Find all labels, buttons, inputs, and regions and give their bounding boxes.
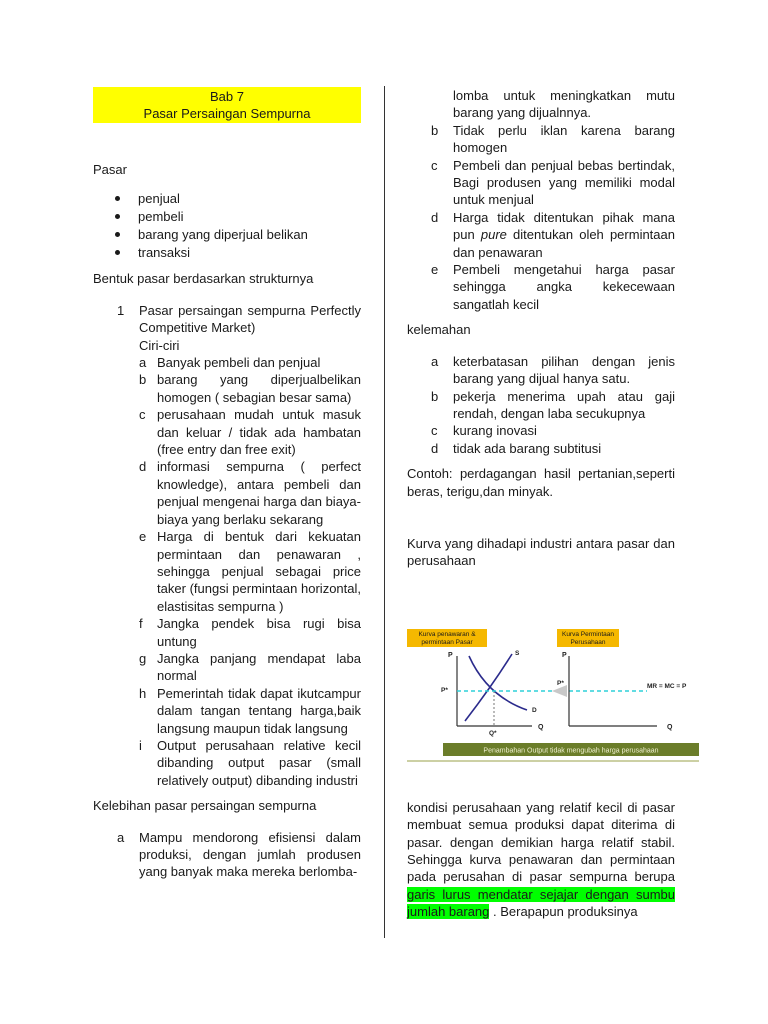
ciri-item <box>93 354 361 371</box>
ciri-label: g <box>139 650 147 666</box>
caption-text: Penambahan Output tidak mengubah harga perusahaan <box>483 747 659 755</box>
ciri-item <box>93 685 361 737</box>
kelemahan-item <box>407 388 675 423</box>
right-p-star: P* <box>557 680 564 687</box>
ciri-label: d <box>139 459 147 475</box>
text-span: ditentukan oleh permintaan dan penawaran <box>453 227 675 260</box>
kelemahan-item <box>407 422 675 439</box>
emphasis-pure: pure <box>480 227 507 243</box>
ciri-text: Harga di bentuk dari kekuatan permintaan dan penawaran , sehingga penjual sebagai price taker (fungsi permintaan horizontal, elastisitas sempurna ) <box>157 529 361 614</box>
kelebihan-text: Pembeli mengetahui harga pasar sehingga angka kekecewaan sangatlah kecil <box>453 262 675 312</box>
kelebihan-label: b <box>431 122 439 138</box>
text-span: Harga tidak ditentukan pihak mana pun <box>453 209 675 243</box>
kelemahan-label: a <box>431 353 439 369</box>
ciri-item <box>93 650 361 685</box>
supply-label: S <box>515 650 520 657</box>
kelemahan-label: d <box>431 440 439 456</box>
kurva-paragraph: Kurva yang dihadapi industri antara pasar dan perusahaan <box>407 535 675 569</box>
ciri-text: Output perusahaan relative kecil dibanding output pasar (small relatively output) dibanding industri <box>157 737 361 788</box>
kelebihan-label: a <box>117 829 125 845</box>
numbered-item-1 <box>93 302 361 354</box>
kelebihan-text: Pembeli dan penjual bebas bertindak, Bagi produsen yang memiliki modal untuk menjual <box>453 157 675 208</box>
ciri-item <box>93 615 361 650</box>
ciri-heading: Ciri-ciri <box>139 337 180 353</box>
left-axis-q: Q <box>538 724 544 731</box>
pasar-heading: Pasar <box>93 162 127 177</box>
kelemahan-text: tidak ada barang subtitusi <box>453 440 602 456</box>
ciri-label: a <box>139 355 147 371</box>
kelebihan-label: c <box>431 157 438 173</box>
ciri-text: Jangka pendek bisa rugi bisa untung <box>157 616 361 649</box>
bentuk-heading: Bentuk pasar berdasarkan strukturnya <box>93 271 314 287</box>
left-label-line1: Kurva penawaran & <box>418 631 476 638</box>
kelebihan-item <box>407 261 675 313</box>
ciri-label: b <box>139 372 147 388</box>
item-number: 1 <box>117 302 125 318</box>
kelemahan-label: c <box>431 423 438 439</box>
kondisi-paragraph <box>407 799 675 921</box>
chapter-title: Pasar Persaingan Sempurna <box>143 106 311 121</box>
figure-svg <box>407 626 699 762</box>
column-divider <box>384 86 385 938</box>
kelebihan-item <box>93 829 361 881</box>
kelemahan-text: pekerja menerima upah atau gaji rendah, dengan laba secukupnya <box>453 388 675 421</box>
right-label-line2: Perusahaan <box>570 639 606 646</box>
left-p-star: P* <box>441 687 448 694</box>
ciri-item <box>93 458 361 528</box>
kelemahan-item <box>407 440 675 457</box>
ciri-text: Banyak pembeli dan penjual <box>157 355 321 371</box>
ciri-item <box>93 737 361 789</box>
kelebihan-text: Mampu mendorong efisiensi dalam produksi, dengan jumlah produsen yang banyak maka mereka berlomba- <box>139 829 361 880</box>
supply-curve <box>465 654 512 721</box>
left-label-line2: permintaan Pasar <box>421 639 473 646</box>
ciri-item <box>93 371 361 406</box>
ciri-text: informasi sempurna ( perfect knowledge), antara pembeli dan penjual mengenai harga dan biaya-biaya yang berlaku sekarang <box>157 459 361 527</box>
left-column <box>93 87 361 881</box>
right-column <box>407 87 675 921</box>
ciri-item <box>93 528 361 615</box>
bullet-item: pembeli <box>93 208 361 226</box>
ciri-label: i <box>139 737 142 753</box>
kelebihan-continued: lomba untuk meningkatkan mutu barang yang dijualnnya. <box>453 88 675 121</box>
market-curve-figure <box>407 626 699 762</box>
item-text: Pasar persaingan sempurna Perfectly Competitive Market) <box>139 302 361 336</box>
contoh-paragraph: Contoh: perdagangan hasil pertanian,seperti beras, terigu,dan minyak. <box>407 466 675 499</box>
kelebihan-heading: Kelebihan pasar persaingan sempurna <box>93 798 317 814</box>
kelebihan-item <box>407 209 675 261</box>
kelemahan-text: keterbatasan pilihan dengan jenis barang yang dijual hanya satu. <box>453 353 675 387</box>
chapter-number: Bab 7 <box>210 89 244 104</box>
ciri-label: h <box>139 685 147 701</box>
ciri-text: Jangka panjang mendapat laba normal <box>157 650 361 684</box>
bullet-item: barang yang diperjual belikan <box>93 226 361 244</box>
mr-mc-p-label: MR = MC = P <box>647 683 687 690</box>
kelebihan-item <box>407 122 675 157</box>
ciri-item <box>93 406 361 458</box>
kelebihan-item <box>407 157 675 209</box>
kelemahan-text: kurang inovasi <box>453 423 537 439</box>
text-span: kondisi perusahaan yang relatif kecil di pasar membuat semua produksi dapat diterima di pasar. dengan demikian harga relatif stabil. Sehingga kurva penawaran dan permintaan pada perusahan di pasar sempurna berupa <box>407 799 675 885</box>
demand-curve <box>469 656 527 710</box>
right-axis-p: P <box>562 652 567 659</box>
kelemahan-heading: kelemahan <box>407 322 471 338</box>
kelemahan-label: b <box>431 388 439 404</box>
kelebihan-text <box>453 209 675 261</box>
kelebihan-label: d <box>431 209 439 225</box>
right-axis-q: Q <box>667 724 673 731</box>
bullet-item: penjual <box>93 190 361 208</box>
ciri-label: e <box>139 529 147 545</box>
ciri-label: f <box>139 616 143 632</box>
highlighted-text: garis lurus mendatar sejajar dengan sumbu jumlah barang <box>407 886 675 920</box>
ciri-text: Pemerintah tidak dapat ikutcampur dalam tangan tentang harga,baik langsung maupun tidak langsung <box>157 685 361 736</box>
q-star-label: Q* <box>489 730 497 737</box>
kelebihan-text: Tidak perlu iklan karena barang homogen <box>453 122 675 156</box>
text-span: . Berapapun produksinya <box>489 904 638 920</box>
left-axis-p: P <box>448 652 453 659</box>
pasar-bullet-list <box>93 190 361 262</box>
ciri-label: c <box>139 407 146 423</box>
right-label-line1: Kurva Permintaan <box>561 631 615 638</box>
demand-label: D <box>532 707 537 714</box>
kelemahan-item <box>407 353 675 388</box>
bullet-item: transaksi <box>93 244 361 262</box>
ciri-text: perusahaan mudah untuk masuk dan keluar / tidak ada hambatan (free entry dan free exit) <box>157 407 361 458</box>
kelebihan-label: e <box>431 262 439 278</box>
chapter-title-box <box>93 87 361 123</box>
ciri-text: barang yang diperjualbelikan homogen ( sebagian besar sama) <box>157 372 361 405</box>
